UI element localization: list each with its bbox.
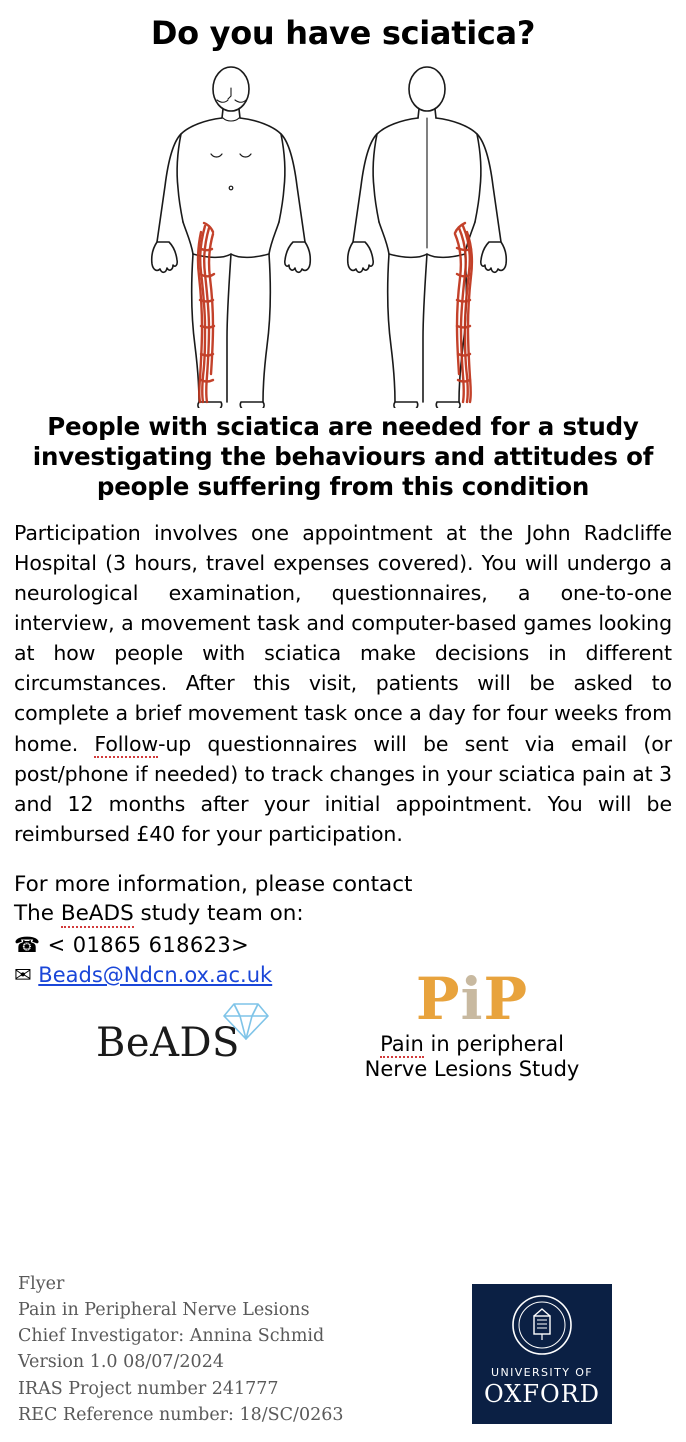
pip-subtitle xyxy=(272,1032,672,1082)
page-title: Do you have sciatica? xyxy=(150,14,536,52)
beads-logo-wordmark: BeADS xyxy=(96,1020,240,1067)
footer-line: IRAS Project number 241777 xyxy=(18,1378,279,1399)
oxford-university-text: UNIVERSITY OF xyxy=(491,1366,593,1379)
pip-letter-3: P xyxy=(483,965,529,1034)
footer-metadata xyxy=(18,1271,343,1429)
phone-number: < 01865 618623> xyxy=(47,933,250,958)
pip-logo xyxy=(272,965,672,1082)
contact-prefix: The xyxy=(14,900,61,926)
followup-word: Follow xyxy=(94,731,159,756)
contact-line-1: For more information, please contact xyxy=(14,872,413,897)
diamond-icon xyxy=(222,1000,270,1042)
contact-suffix: study team on: xyxy=(133,900,304,926)
description-part-1: Participation involves one appointment at the John Radcliffe Hospital (3 hours, travel expenses covered). You will undergo a neurological examination, questionnaires, a one-to-one interview, a movement task and computer-based games looking at how people with sciatica make decisions in different circumstances. After this visit, patients will be asked to complete a brief movement task once a day for four weeks from home. xyxy=(14,520,672,756)
oxford-name-text: OXFORD xyxy=(484,1380,600,1408)
pip-letter-2: i xyxy=(460,965,484,1034)
pip-subtitle-line-1 xyxy=(272,1032,672,1057)
oxford-university-logo xyxy=(472,1284,612,1424)
contact-line-2 xyxy=(14,900,672,929)
footer-line: Pain in Peripheral Nerve Lesions xyxy=(18,1299,310,1320)
pip-letter-1: P xyxy=(415,965,461,1034)
pip-subtitle-rest: in peripheral xyxy=(423,1032,564,1057)
pip-wordmark xyxy=(272,965,672,1034)
body-front-outline xyxy=(152,67,311,408)
pip-subtitle-line-2: Nerve Lesions Study xyxy=(364,1057,580,1082)
pain-distribution-back xyxy=(455,223,472,402)
pip-pain-word: Pain xyxy=(380,1032,424,1057)
envelope-icon: ✉ xyxy=(14,963,32,988)
flyer-page xyxy=(0,14,686,1442)
beads-study-name: BeADS xyxy=(60,900,134,926)
footer-line: Chief Investigator: Annina Schmid xyxy=(18,1326,325,1346)
phone-icon: ☎ xyxy=(14,933,41,958)
study-description xyxy=(14,518,672,849)
study-subheading: People with sciatica are needed for a study investigating the behaviours and attitudes of people suffering from this condition xyxy=(32,412,654,501)
oxford-crest-icon xyxy=(511,1294,573,1356)
pain-distribution-front xyxy=(198,223,214,402)
description-part-2: -up questionnaires will be sent via email (or post/phone if needed) to track changes in your sciatica pain at 3 and 12 months after your initial appointment. You will be reimbursed £40 for your participation. xyxy=(14,731,672,846)
body-back-outline xyxy=(348,67,507,408)
body-outlines-svg xyxy=(143,58,543,408)
sciatica-body-figure xyxy=(0,58,686,398)
footer-line: REC Reference number: 18/SC/0263 xyxy=(18,1404,344,1425)
footer-line: Version 1.0 08/07/2024 xyxy=(18,1352,224,1373)
footer-line: Flyer xyxy=(18,1273,65,1294)
phone-line xyxy=(14,932,672,960)
email-link[interactable]: Beads@Ndcn.ox.ac.uk xyxy=(38,963,273,988)
